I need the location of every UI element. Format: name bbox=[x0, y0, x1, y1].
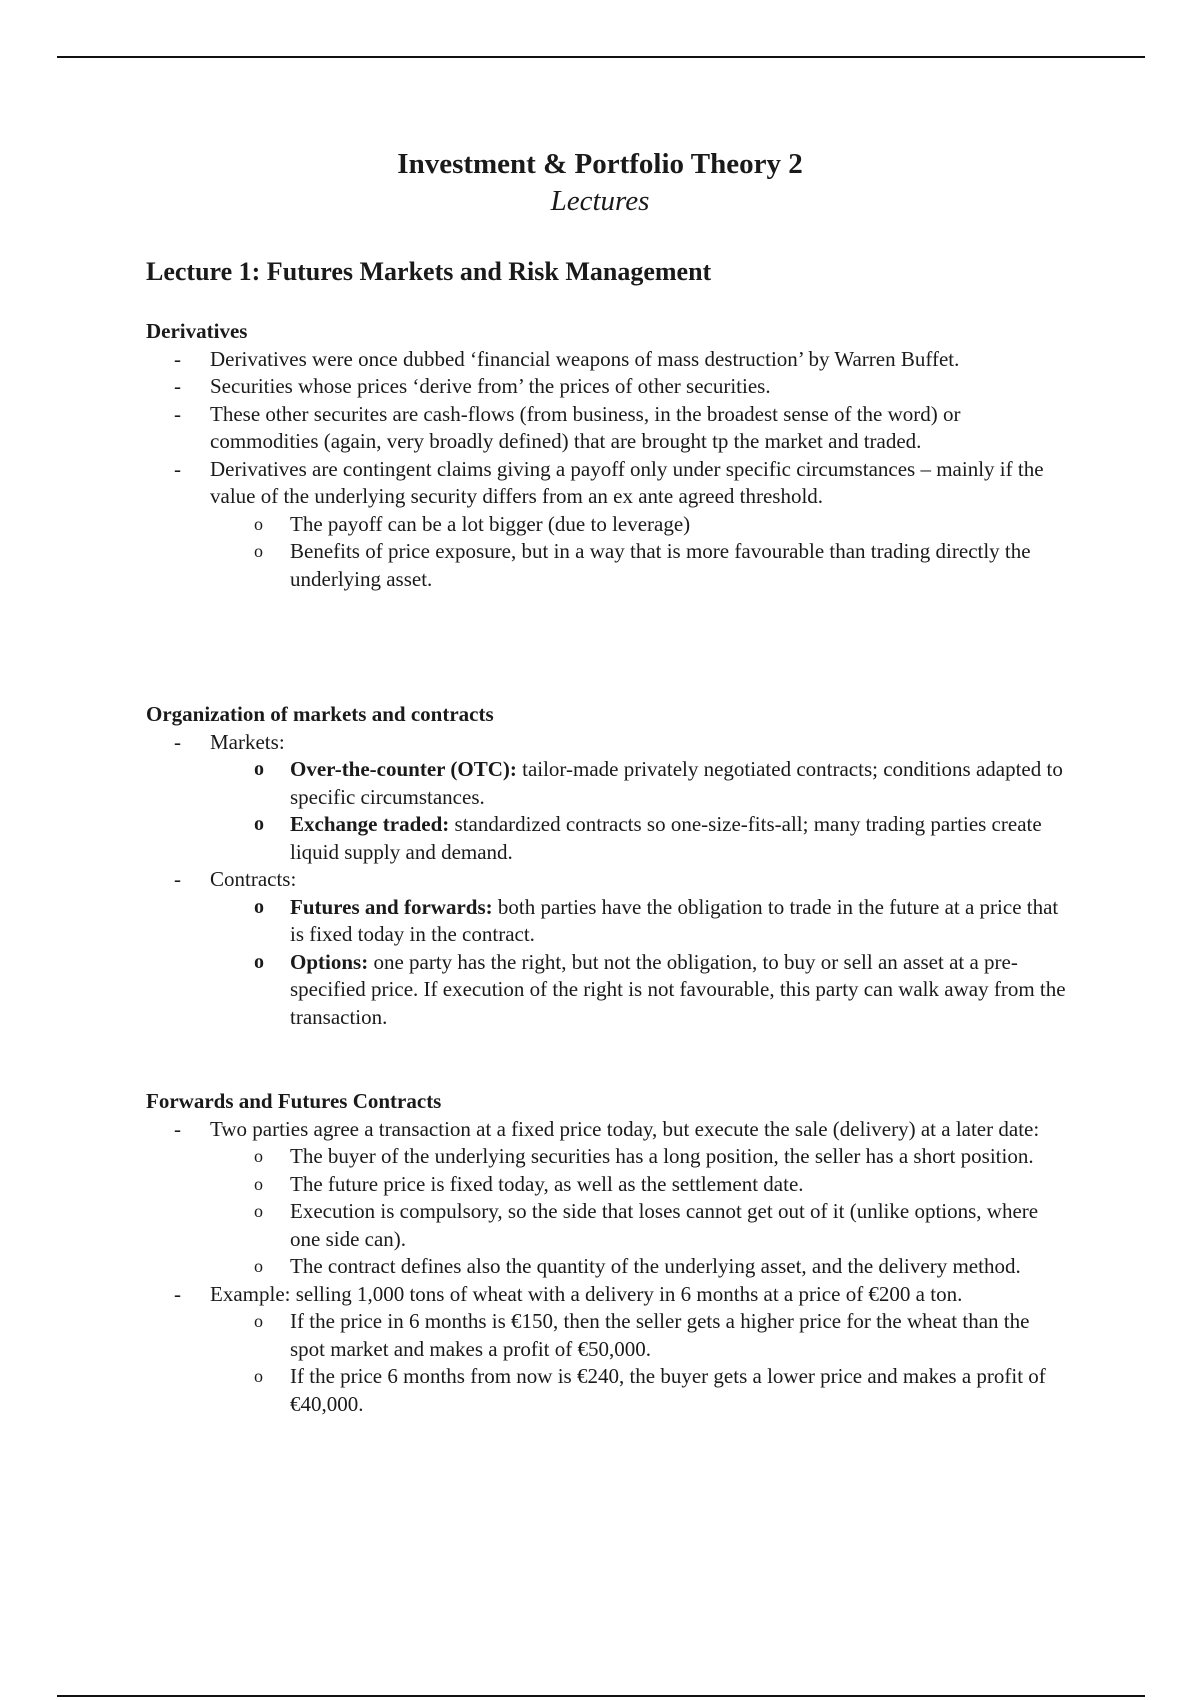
section-organization bbox=[146, 701, 1066, 1031]
sub-list-item-text: The future price is fixed today, as well as the settlement date. bbox=[290, 1171, 804, 1196]
list-item bbox=[146, 373, 1066, 401]
circle-bullet: o bbox=[254, 1256, 263, 1276]
list-item-text: These other securites are cash-flows (from business, in the broadest sense of the word) or commodities (again, very broadly defined) that are brought tp the market and traded. bbox=[210, 401, 961, 453]
list-item-text: Contracts: bbox=[210, 867, 297, 891]
list-item bbox=[146, 456, 1066, 594]
term-definition: one party has the right, but not the obligation, to buy or sell an asset at a pre-specified price. If execution of the right is not favourable, this party can walk away from the transaction. bbox=[290, 949, 1066, 1029]
lecture-heading: Lecture 1: Futures Markets and Risk Management bbox=[146, 257, 712, 286]
sub-list-item-text: The buyer of the underlying securities has a long position, the seller has a short position. bbox=[290, 1144, 1034, 1168]
section-heading: Derivatives bbox=[146, 319, 248, 343]
section-derivatives bbox=[146, 318, 1066, 593]
list-item bbox=[146, 1281, 1066, 1419]
circle-bullet: o bbox=[254, 513, 263, 534]
sub-list-item-text: The contract defines also the quantity of the underlying asset, and the delivery method. bbox=[290, 1254, 1021, 1278]
dash-bullet: - bbox=[174, 867, 181, 891]
list-item bbox=[146, 1116, 1066, 1281]
section-heading: Organization of markets and contracts bbox=[146, 702, 494, 726]
dash-bullet: - bbox=[174, 729, 181, 754]
sub-list-item-text: The payoff can be a lot bigger (due to leverage) bbox=[290, 511, 691, 536]
list-item-text: Derivatives were once dubbed ‘financial weapons of mass destruction’ by Warren Buffet. bbox=[210, 346, 960, 371]
dash-bullet: - bbox=[174, 401, 181, 426]
term: Exchange traded: bbox=[290, 812, 450, 836]
bullet-list bbox=[146, 1116, 1066, 1419]
term-definition: tailor-made privately negotiated contracts; conditions adapted to specific circumstances. bbox=[290, 757, 1063, 809]
sub-list bbox=[210, 511, 1066, 594]
list-item-text: Markets: bbox=[210, 729, 285, 754]
list-item-text: Two parties agree a transaction at a fixed price today, but execute the sale (delivery) at a later date: bbox=[210, 1116, 1040, 1141]
bullet-list bbox=[146, 346, 1066, 594]
list-item bbox=[146, 866, 1066, 1031]
sub-list-item bbox=[210, 811, 1066, 866]
dash-bullet: - bbox=[174, 456, 181, 481]
circle-bullet: o bbox=[254, 1366, 263, 1386]
circle-bullet: o bbox=[254, 950, 264, 973]
sub-list-item-text: If the price 6 months from now is €240, the buyer gets a lower price and makes a profit of €40,000. bbox=[290, 1364, 1046, 1416]
sub-list-item bbox=[210, 511, 1066, 539]
circle-bullet: o bbox=[254, 1146, 263, 1166]
sub-list bbox=[210, 1143, 1066, 1281]
sub-list-item-text: Execution is compulsory, so the side that loses cannot get out of it (unlike options, where one side can). bbox=[290, 1199, 1039, 1251]
term: Over-the-counter (OTC): bbox=[290, 757, 517, 781]
sub-list-item bbox=[210, 1198, 1066, 1253]
sub-list bbox=[210, 756, 1066, 866]
document-title: Investment & Portfolio Theory 2 bbox=[397, 148, 803, 180]
list-item bbox=[146, 729, 1066, 867]
sub-list bbox=[210, 1308, 1066, 1418]
dash-bullet: - bbox=[174, 346, 181, 371]
section-forwards-futures bbox=[146, 1088, 1066, 1418]
circle-bullet: o bbox=[254, 541, 263, 561]
list-item-text: Derivatives are contingent claims giving a payoff only under specific circumstances – mainly if the value of the underlying security differs from an ex ante agreed threshold. bbox=[210, 456, 1044, 508]
circle-bullet: o bbox=[254, 1201, 263, 1221]
section-heading: Forwards and Futures Contracts bbox=[146, 1089, 442, 1113]
dash-bullet: - bbox=[174, 1116, 181, 1141]
dash-bullet: - bbox=[174, 1281, 181, 1306]
list-item-text: Securities whose prices ‘derive from’ the prices of other securities. bbox=[210, 374, 771, 398]
sub-list-item bbox=[210, 756, 1066, 811]
list-item bbox=[146, 401, 1066, 456]
bottom-rule bbox=[57, 1695, 1145, 1697]
document-subtitle: Lectures bbox=[550, 185, 650, 217]
term: Futures and forwards: bbox=[290, 894, 493, 919]
top-rule bbox=[57, 56, 1145, 58]
circle-bullet: o bbox=[254, 758, 264, 780]
circle-bullet: o bbox=[254, 1173, 263, 1194]
list-item-text: Example: selling 1,000 tons of wheat with a delivery in 6 months at a price of €200 a ton. bbox=[210, 1281, 963, 1306]
sub-list-item bbox=[210, 1253, 1066, 1281]
circle-bullet: o bbox=[254, 813, 264, 835]
sub-list-item bbox=[210, 1308, 1066, 1363]
dash-bullet: - bbox=[174, 374, 181, 398]
term: Options: bbox=[290, 949, 369, 974]
sub-list-item bbox=[210, 1143, 1066, 1171]
sub-list-item-text: Benefits of price exposure, but in a way that is more favourable than trading directly the underlying asset. bbox=[290, 539, 1031, 591]
sub-list-item bbox=[210, 949, 1066, 1032]
sub-list-item bbox=[210, 1363, 1066, 1418]
circle-bullet: o bbox=[254, 895, 264, 918]
sub-list-item bbox=[210, 538, 1066, 593]
sub-list bbox=[210, 894, 1066, 1032]
circle-bullet: o bbox=[254, 1311, 263, 1331]
list-item bbox=[146, 346, 1066, 374]
term-definition: both parties have the obligation to trade in the future at a price that is fixed today in the contract. bbox=[290, 894, 1059, 946]
term-definition: standardized contracts so one-size-fits-all; many trading parties create liquid supply and demand. bbox=[290, 812, 1042, 864]
bullet-list bbox=[146, 729, 1066, 1032]
sub-list-item bbox=[210, 894, 1066, 949]
sub-list-item-text: If the price in 6 months is €150, then the seller gets a higher price for the wheat than the spot market and makes a profit of €50,000. bbox=[290, 1309, 1030, 1361]
sub-list-item bbox=[210, 1171, 1066, 1199]
